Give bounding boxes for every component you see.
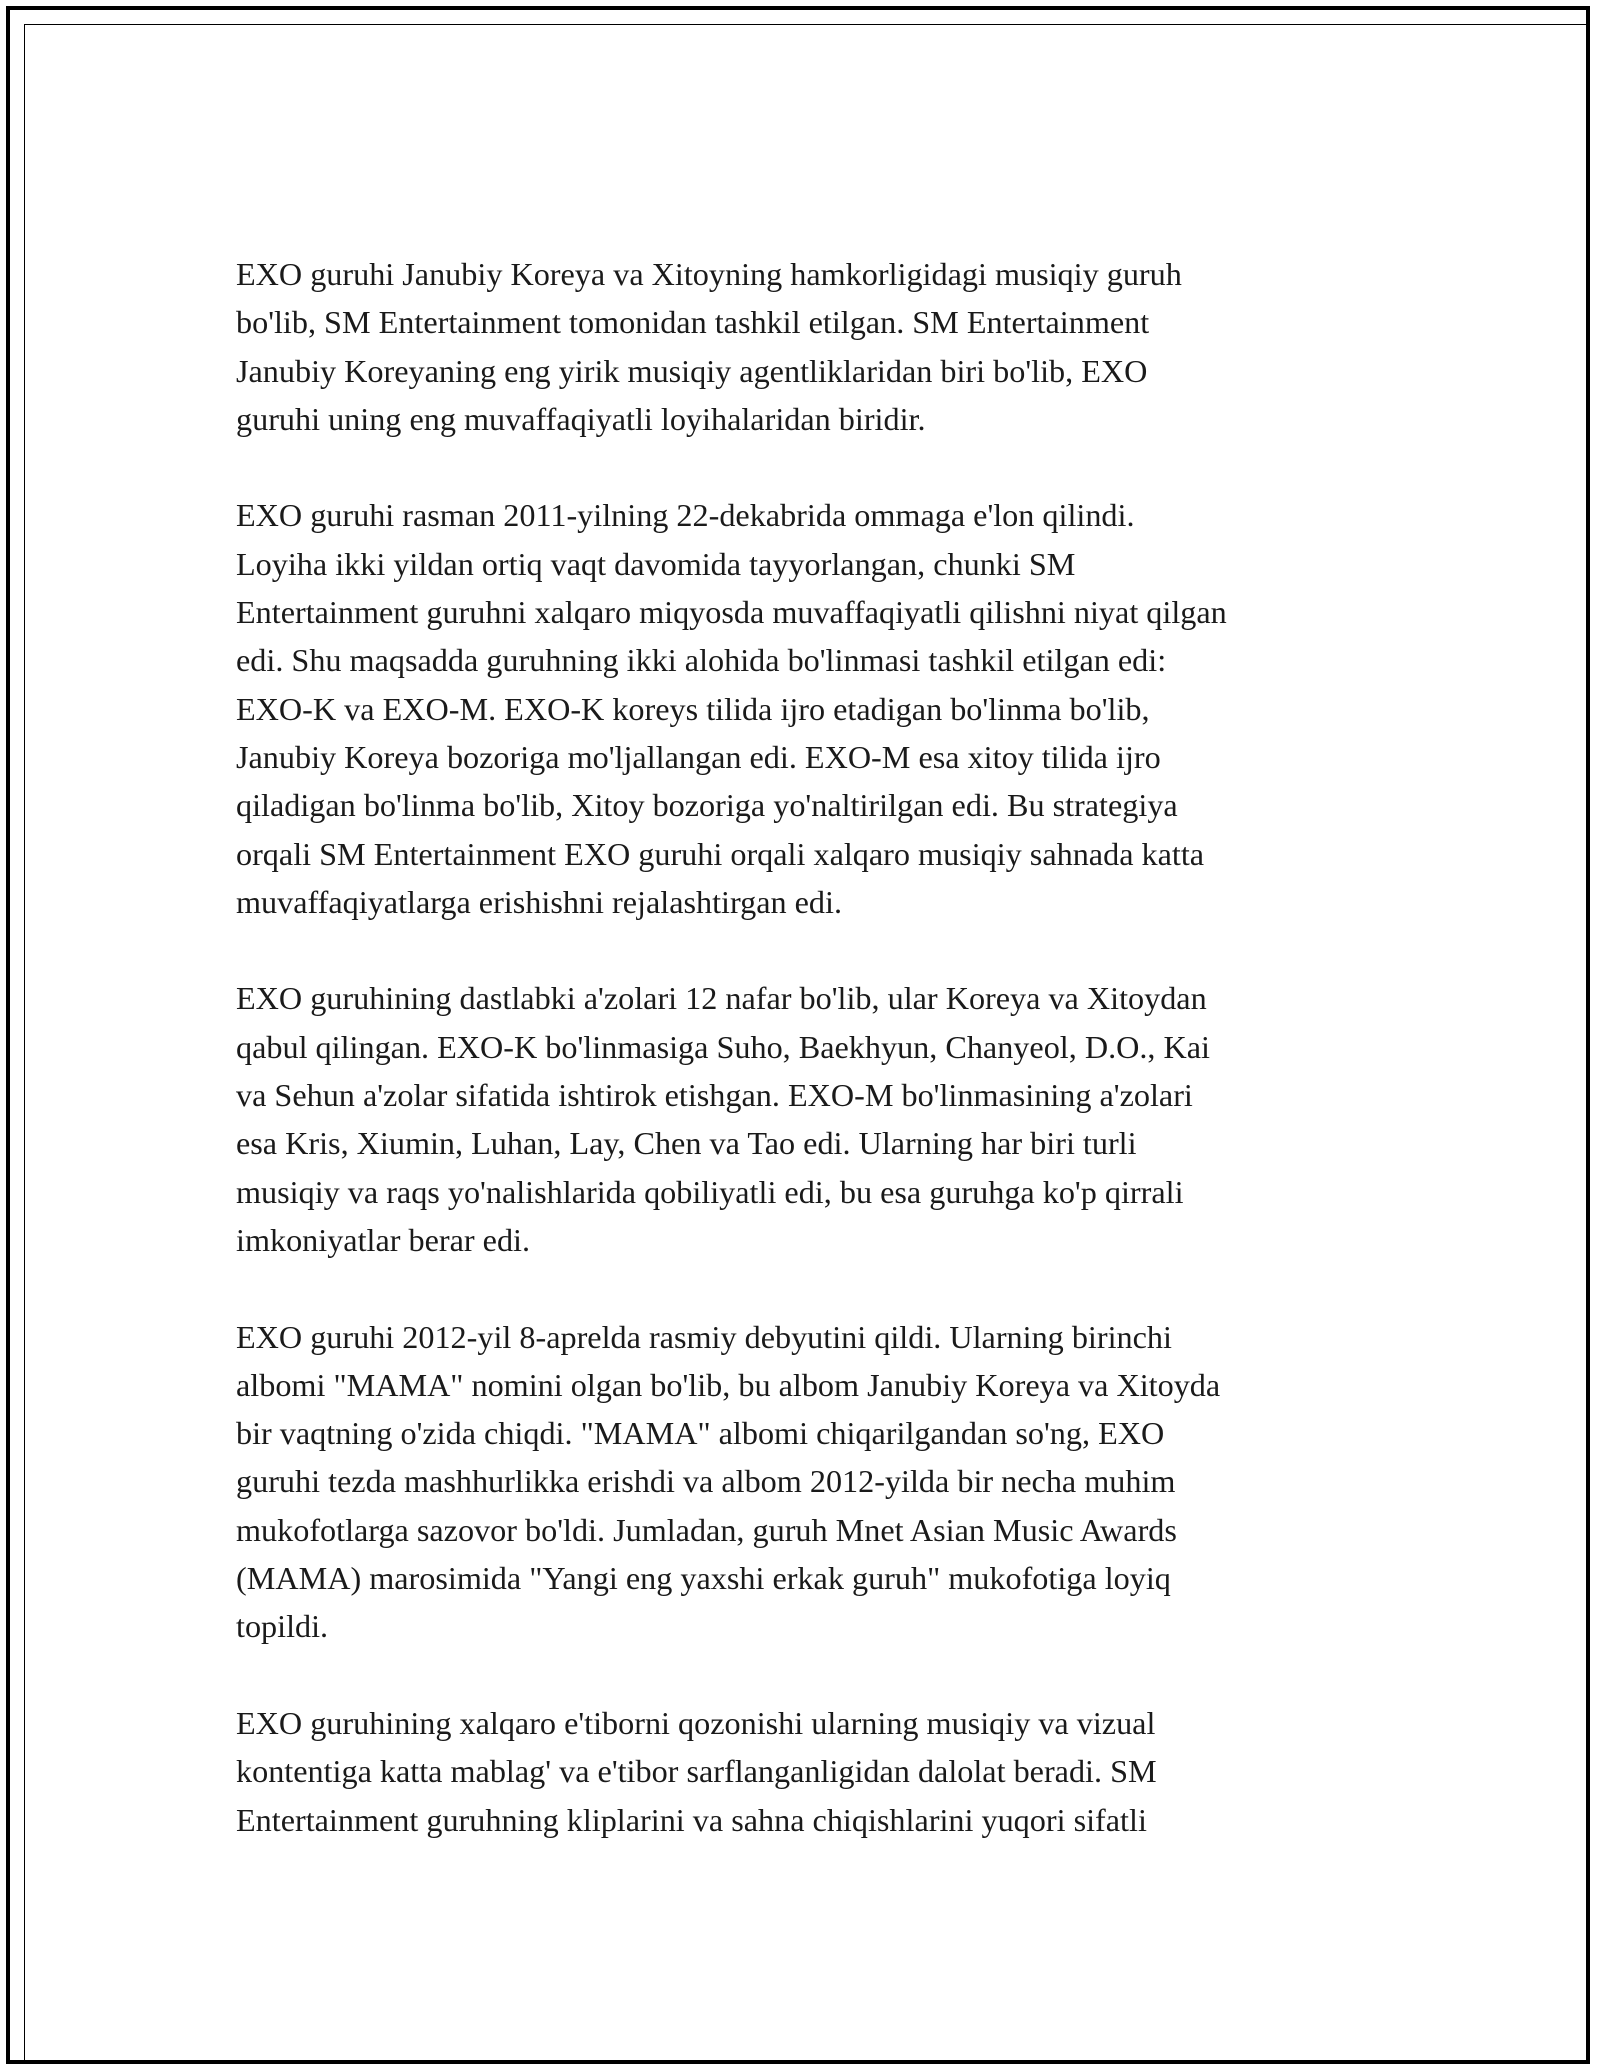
paragraph-2: EXO guruhi rasman 2011-yilning 22-dekabrida ommaga e'lon qilindi. Loyiha ikki yildan ortiq vaqt davomida tayyorlangan, chunki SM Entertainment guruhni xalqaro miqyosda muvaffaqiyatli qilishni niyat qilgan edi. Shu maqsadda guruhning ikki alohida bo'linmasi tashkil etilgan edi: EXO-K va EXO-M. EXO-K koreys tilida ijro etadigan bo'linma bo'lib, Janubiy Koreya bozoriga mo'ljallangan edi. EXO-M esa xitoy tilida ijro qiladigan bo'linma bo'lib, Xitoy bozoriga yo'naltirilgan edi. Bu strategiya orqali SM Entertainment EXO guruhi orqali xalqaro musiqiy sahnada katta muvaffaqiyatlarga erishishni rejalashtirgan edi. [236, 497, 1227, 920]
paragraph-3: EXO guruhining dastlabki a'zolari 12 nafar bo'lib, ular Koreya va Xitoydan qabul qilingan. EXO-K bo'linmasiga Suho, Baekhyun, Chanyeol, D.O., Kai va Sehun a'zolar sifatida ishtirok etishgan. EXO-M bo'linmasining a'zolari esa Kris, Xiumin, Luhan, Lay, Chen va Tao edi. Ularning har biri turli musiqiy va raqs yo'nalishlarida qobiliyatli edi, bu esa guruhga ko'p qirrali imkoniyatlar berar edi. [236, 980, 1210, 1258]
paragraph-4: EXO guruhi 2012-yil 8-aprelda rasmiy debyutini qildi. Ularning birinchi albomi "MAMA" nomini olgan bo'lib, bu albom Janubiy Koreya va Xitoyda bir vaqtning o'zida chiqdi. "MAMA" albomi chiqarilgandan so'ng, EXO guruhi tezda mashhurlikka erishdi va albom 2012-yilda bir necha muhim mukofotlarga sazovor bo'ldi. Jumladan, guruh Mnet Asian Music Awards (MAMA) marosimida "Yangi eng yaxshi erkak guruh" mukofotiga loyiq topildi. [236, 1318, 1221, 1645]
paragraph-5: EXO guruhining xalqaro e'tiborni qozonishi ularning musiqiy va vizual kontentiga katta mablag' va e'tibor sarflanganligidan dalolat beradi. SM Entertainment guruhning kliplarini va sahna chiqishlarini yuqori sifatli [236, 1704, 1157, 1838]
document-body [236, 250, 1386, 1892]
paragraph-1: EXO guruhi Janubiy Koreya va Xitoyning hamkorligidagi musiqiy guruh bo'lib, SM Entertainment tomonidan tashkil etilgan. SM Entertainment Janubiy Koreyaning eng yirik musiqiy agentliklaridan biri bo'lib, EXO guruhi uning eng muvaffaqiyatli loyihalaridan biridir. [236, 256, 1182, 437]
